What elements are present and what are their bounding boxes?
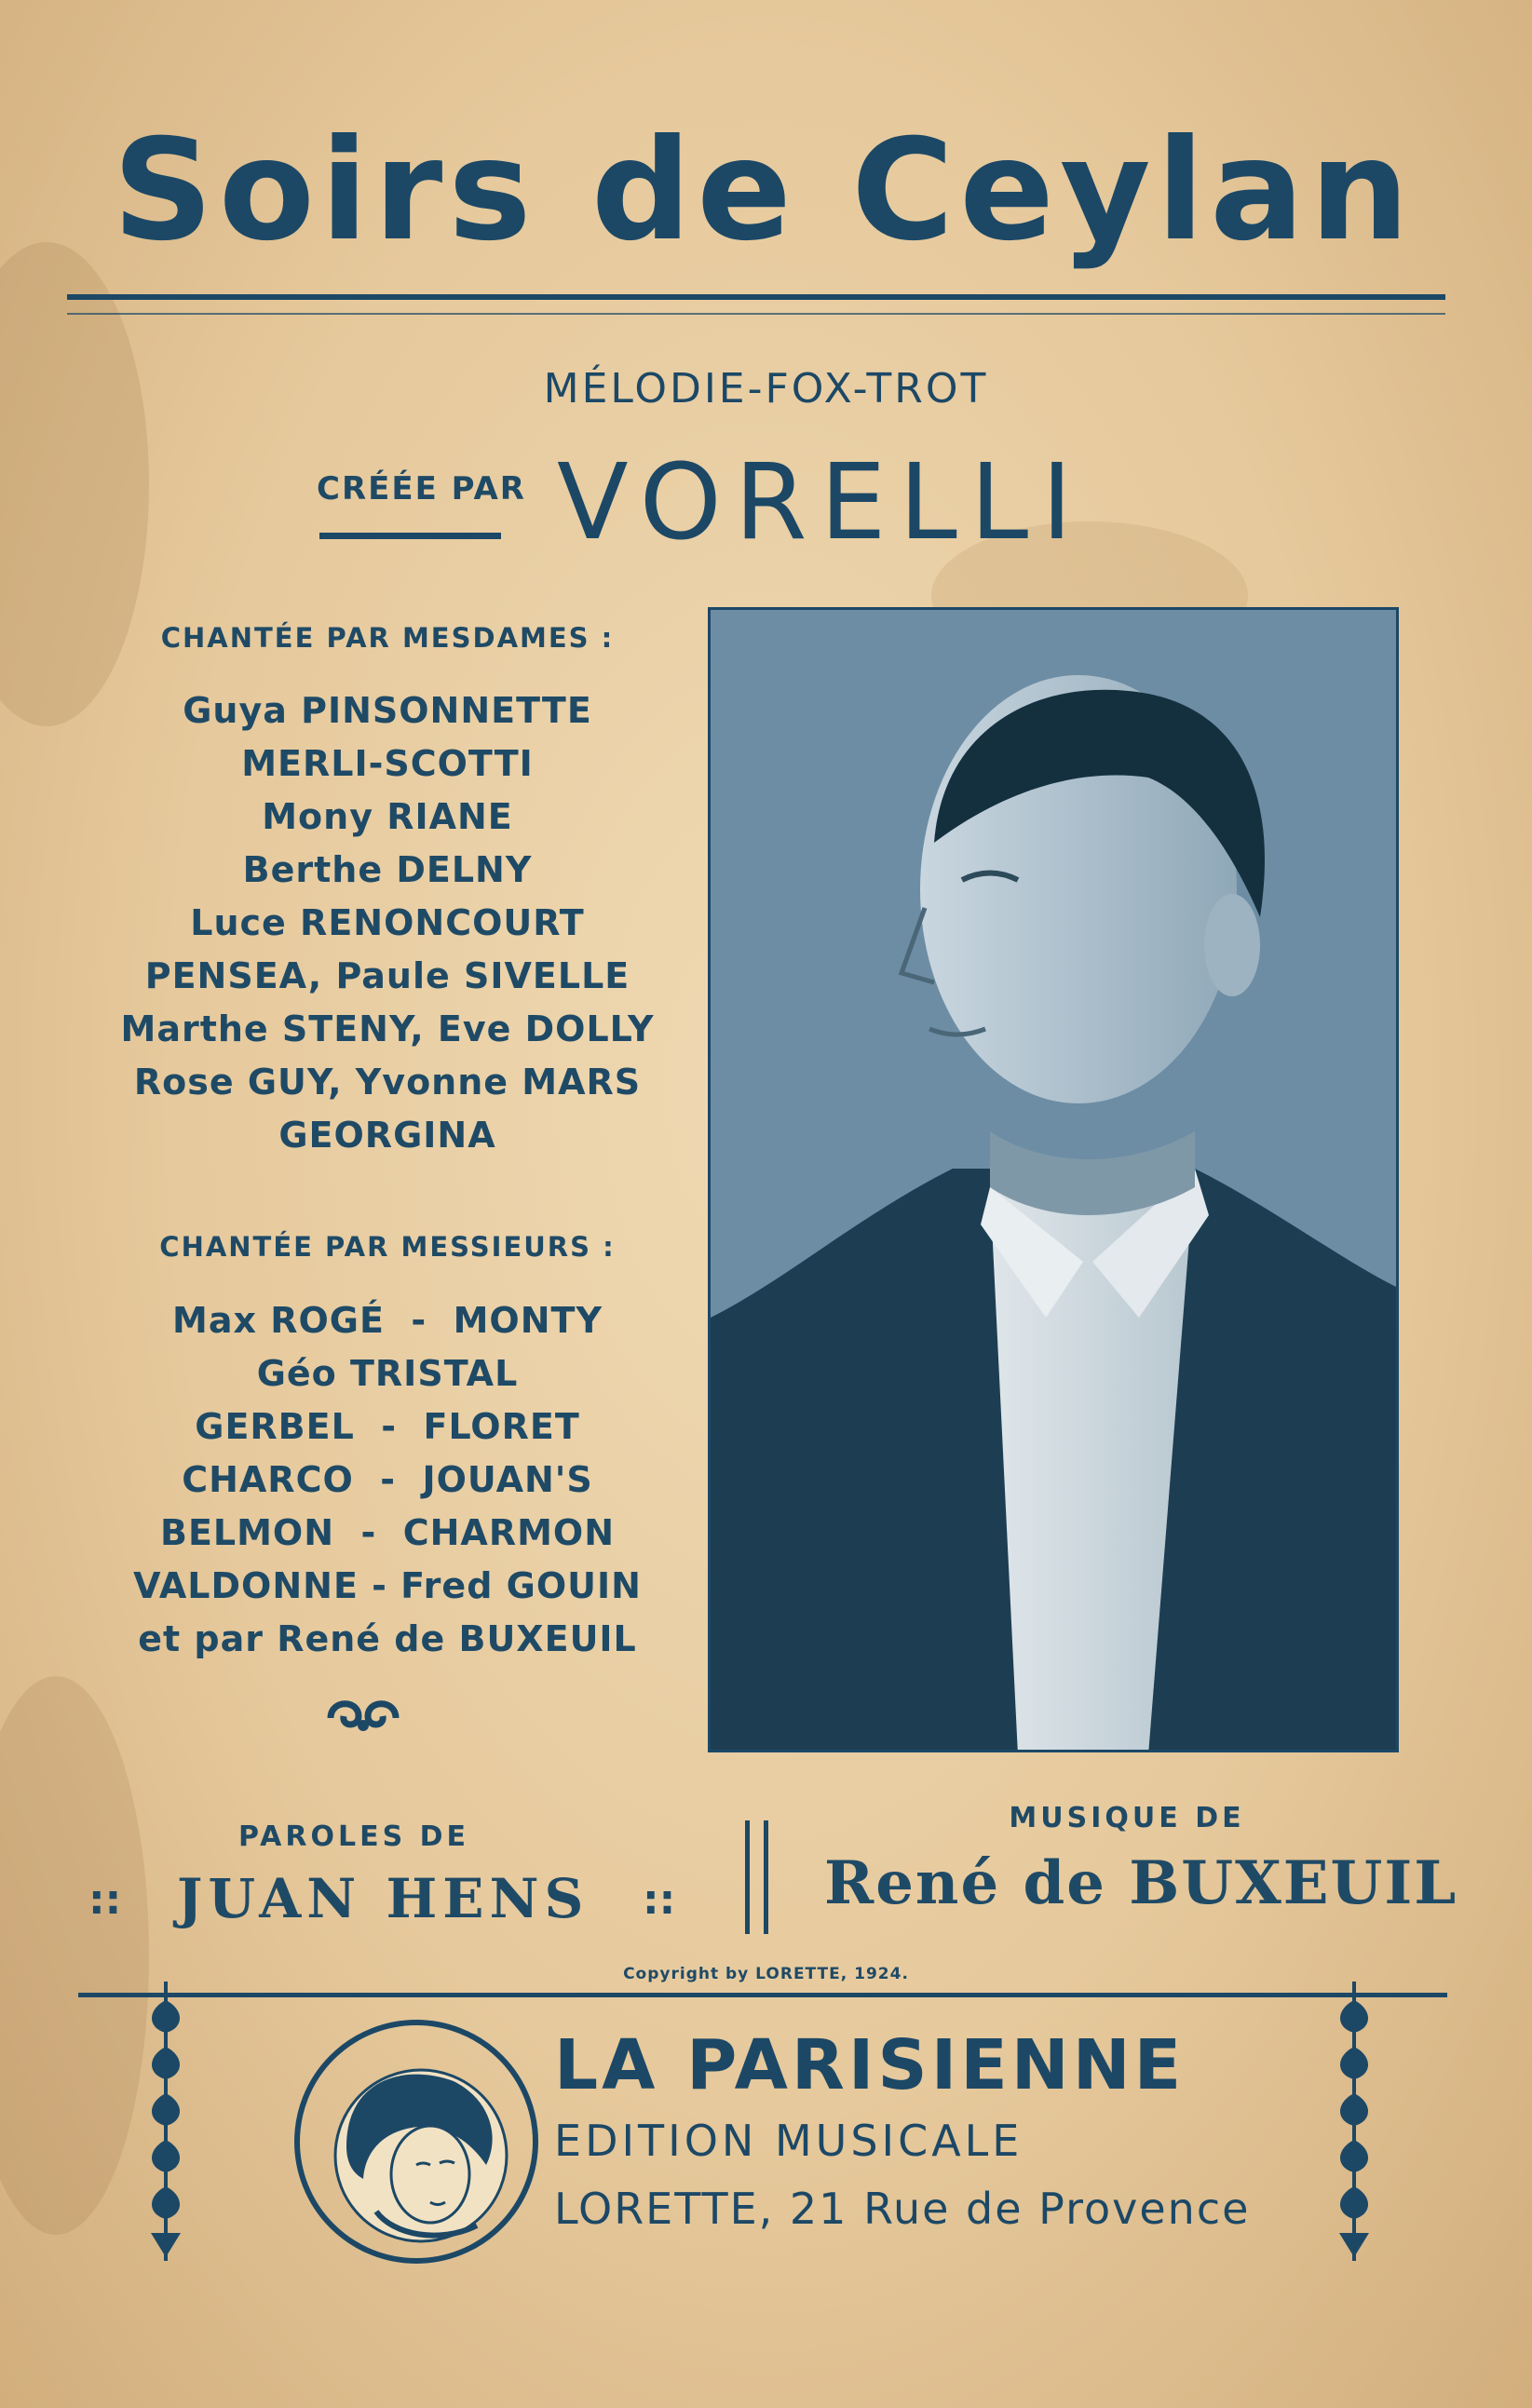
scroll-ornament-icon <box>321 1690 405 1737</box>
music-heading: MUSIQUE DE <box>1009 1802 1245 1834</box>
singer-name: Rose GUY, Yvonne MARS <box>133 1062 642 1103</box>
portrait-photo <box>708 607 1399 1752</box>
lyrics-marker-left: :: <box>88 1876 122 1924</box>
singer-name: et par René de BUXEUIL <box>138 1618 637 1659</box>
singer-name: Mony RIANE <box>262 796 513 837</box>
publisher-tagline: EDITION MUSICALE <box>554 2116 1024 2166</box>
singer-name: BELMON - CHARMON <box>159 1512 616 1553</box>
created-by-label: CRÉÉE PAR <box>317 470 526 507</box>
singer-name: MERLI-SCOTTI <box>241 743 534 784</box>
creator-name: VORELLI <box>557 442 1086 563</box>
paper-stain <box>0 1676 149 2235</box>
title-rule <box>67 294 1445 300</box>
copyright-notice: Copyright by LORETTE, 1924. <box>623 1965 909 1983</box>
publisher-rule <box>78 1993 1447 1997</box>
singer-name: Max ROGÉ - MONTY <box>172 1300 603 1341</box>
singer-name: Marthe STENY, Eve DOLLY <box>120 1008 655 1049</box>
created-by-rule <box>319 533 501 539</box>
leaf-garland-icon <box>138 1982 194 2261</box>
title-rule-thin <box>67 313 1445 315</box>
singer-name: Berthe DELNY <box>242 849 533 890</box>
singer-name: Luce RENONCOURT <box>190 902 585 943</box>
publisher-name: LA PARISIENNE <box>554 2025 1186 2105</box>
publisher-logo-icon <box>291 2016 542 2267</box>
messieurs-list <box>89 1294 685 1666</box>
lyricist-name: JUAN HENS <box>177 1867 590 1930</box>
messieurs-heading: CHANTÉE PAR MESSIEURS : <box>159 1231 616 1263</box>
singer-name: Guya PINSONNETTE <box>183 690 592 731</box>
lyrics-heading: PAROLES DE <box>237 1820 470 1853</box>
song-title: Soirs de Ceylan <box>112 110 1416 272</box>
singer-name: GEORGINA <box>278 1115 496 1156</box>
credit-divider <box>745 1820 750 1934</box>
subtitle: MÉLODIE-FOX-TROT <box>543 365 989 413</box>
portrait-illustration <box>711 610 1399 1752</box>
credit-divider <box>764 1820 768 1934</box>
singer-name: VALDONNE - Fred GOUIN <box>133 1565 642 1606</box>
singer-name: Géo TRISTAL <box>256 1353 519 1394</box>
mesdames-heading: CHANTÉE PAR MESDAMES : <box>160 622 615 654</box>
publisher-address: LORETTE, 21 Rue de Provence <box>554 2184 1251 2234</box>
mesdames-list <box>89 684 685 1162</box>
singer-name: GERBEL - FLORET <box>195 1406 580 1447</box>
leaf-garland-icon <box>1326 1982 1382 2261</box>
singer-name: PENSEA, Paule SIVELLE <box>144 955 630 996</box>
paper-stain <box>0 242 149 726</box>
singer-name: CHARCO - JOUAN'S <box>182 1459 593 1500</box>
lyrics-marker-right: :: <box>643 1876 676 1924</box>
composer-name: René de BUXEUIL <box>824 1848 1458 1918</box>
